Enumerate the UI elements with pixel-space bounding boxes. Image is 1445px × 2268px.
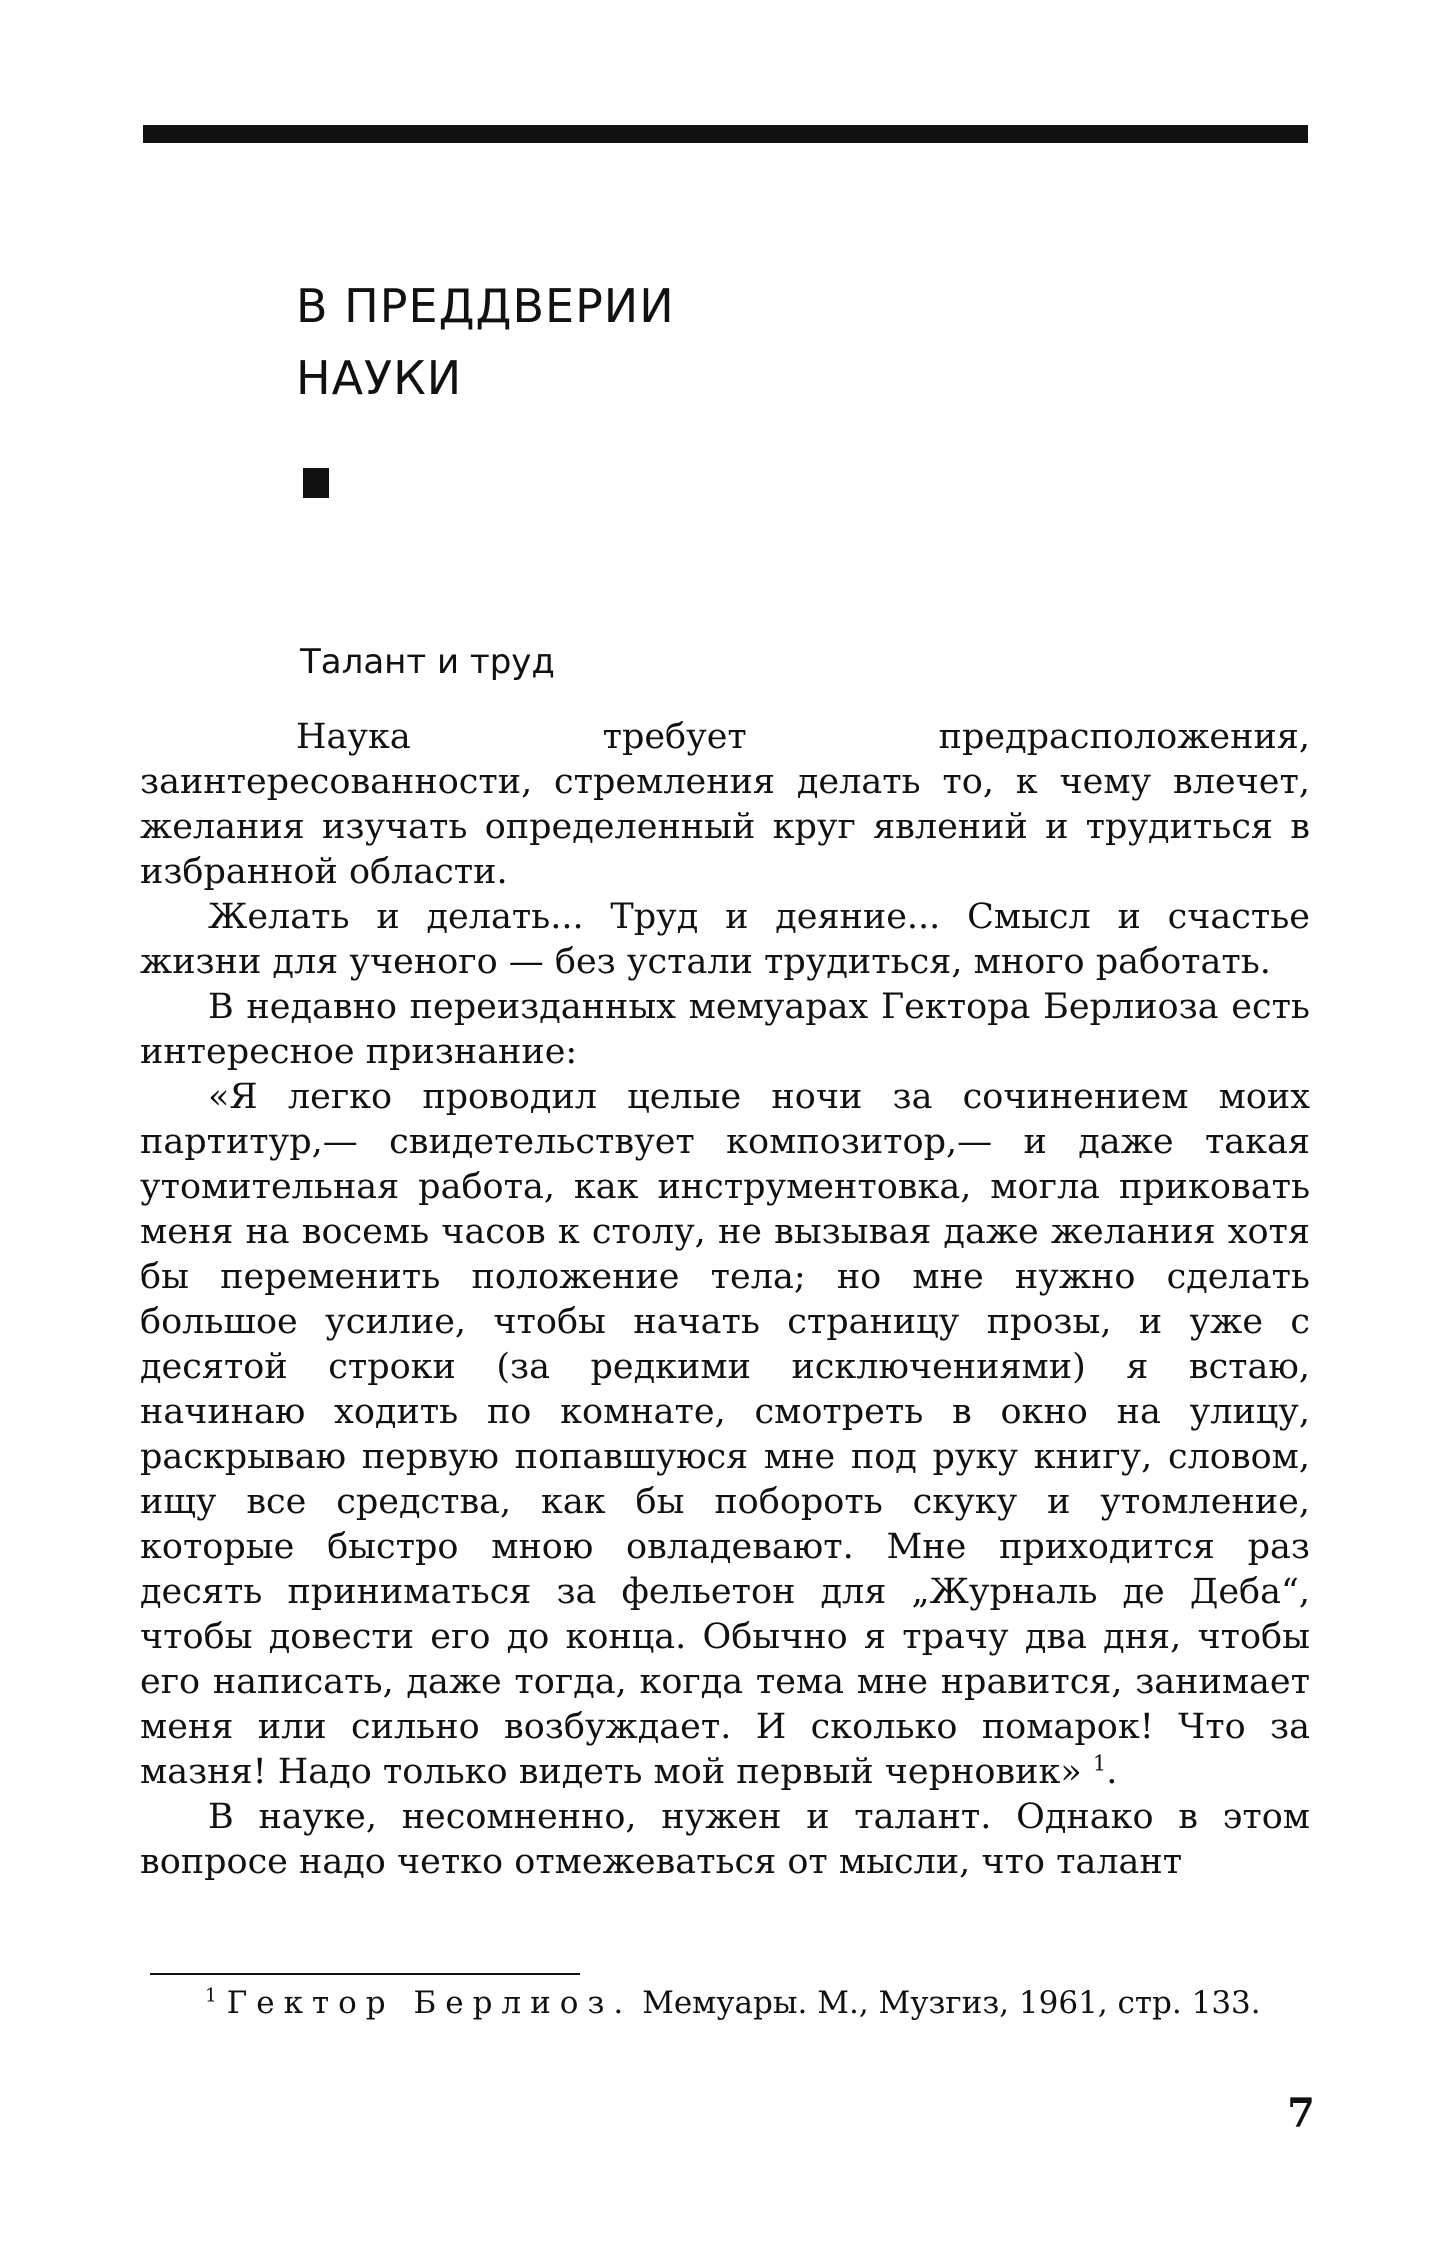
footnote [205,1983,1315,2023]
chapter-title-line-2: НАУКИ [296,351,463,405]
body-text [140,715,1310,1885]
footnote-author: Гектор Берлиоз. [226,1985,633,2021]
page-number: 7 [1287,2090,1315,2137]
footnote-number: 1 [205,1985,217,2007]
quote-text: «Я легко проводил целые ночи за сочинением моих партитур,— свидетельствует композитор,— и даже такая утомительная работа, как инструментовка, могла приковать меня на восемь часов к столу, не вызывая даже желания хотя бы переменить положение тела; но мне нужно сделать большое усилие, чтобы начать страницу прозы, и уже с десятой строки (за редкими исключениями) я встаю, начинаю ходить по комнате, смотреть в окно на улицу, раскрываю первую попавшуюся мне под руку книгу, словом, ищу все средства, как бы побороть скуку и утомление, которые быстро мною овладевают. Мне приходится раз десять приниматься за фельетон для „Журналь де Деба“, чтобы довести его до конца. Обычно я трачу два дня, чтобы его написать, даже тогда, когда тема мне нравится, занимает меня или сильно возбуждает. И сколько помарок! Что за мазня! Надо только видеть мой первый черновик» [140,1077,1310,1792]
footnote-reference: 1 [1092,1751,1107,1776]
footnote-rule [150,1973,580,1975]
paragraph-1: Наука требует предрасположения, заинтересованности, стремления делать то, к чему влечет, желания изучать определенный круг явлений и трудиться в избранной области. [140,717,1310,892]
square-bullet-icon [303,468,329,498]
paragraph-2: Желать и делать... Труд и деяние... Смысл и счастье жизни для ученого — без устали трудиться, много работать. [140,897,1310,982]
paragraph-5: В науке, несомненно, нужен и талант. Однако в этом вопросе надо четко отмежеваться от мысли, что талант [140,1797,1310,1882]
paragraph-3: В недавно переизданных мемуарах Гектора Берлиоза есть интересное признание: [140,987,1310,1072]
section-title: Талант и труд [300,642,555,682]
chapter-title [296,270,996,414]
footnote-text: Мемуары. М., Музгиз, 1961, стр. 133. [642,1985,1261,2021]
chapter-title-line-1: В ПРЕДДВЕРИИ [296,279,675,333]
top-rule [143,125,1308,143]
paragraph-4-quote: «Я легко проводил целые ночи за сочинением моих партитур,— свидетельствует композитор,— и даже такая утомительная работа, как инструментовка, могла приковать меня на восемь часов к столу, не вызывая даже желания хотя бы переменить положение тела; но мне нужно сделать большое усилие, чтобы начать страницу прозы, и уже с десятой строки (за редкими исключениями) я встаю, начинаю ходить по комнате, смотреть в окно на улицу, раскрываю первую попавшуюся мне под руку книгу, словом, ищу все средства, как бы побороть скуку и утомление, которые быстро мною овладевают. Мне приходится раз десять приниматься за фельетон для „Журналь де Деба“, чтобы довести его до конца. Обычно я трачу два дня, чтобы его написать, даже тогда, когда тема мне нравится, занимает меня или сильно возбуждает. И сколько помарок! Что за мазня! Надо только видеть мой первый черновик» $^1$. [140,1077,1310,1792]
